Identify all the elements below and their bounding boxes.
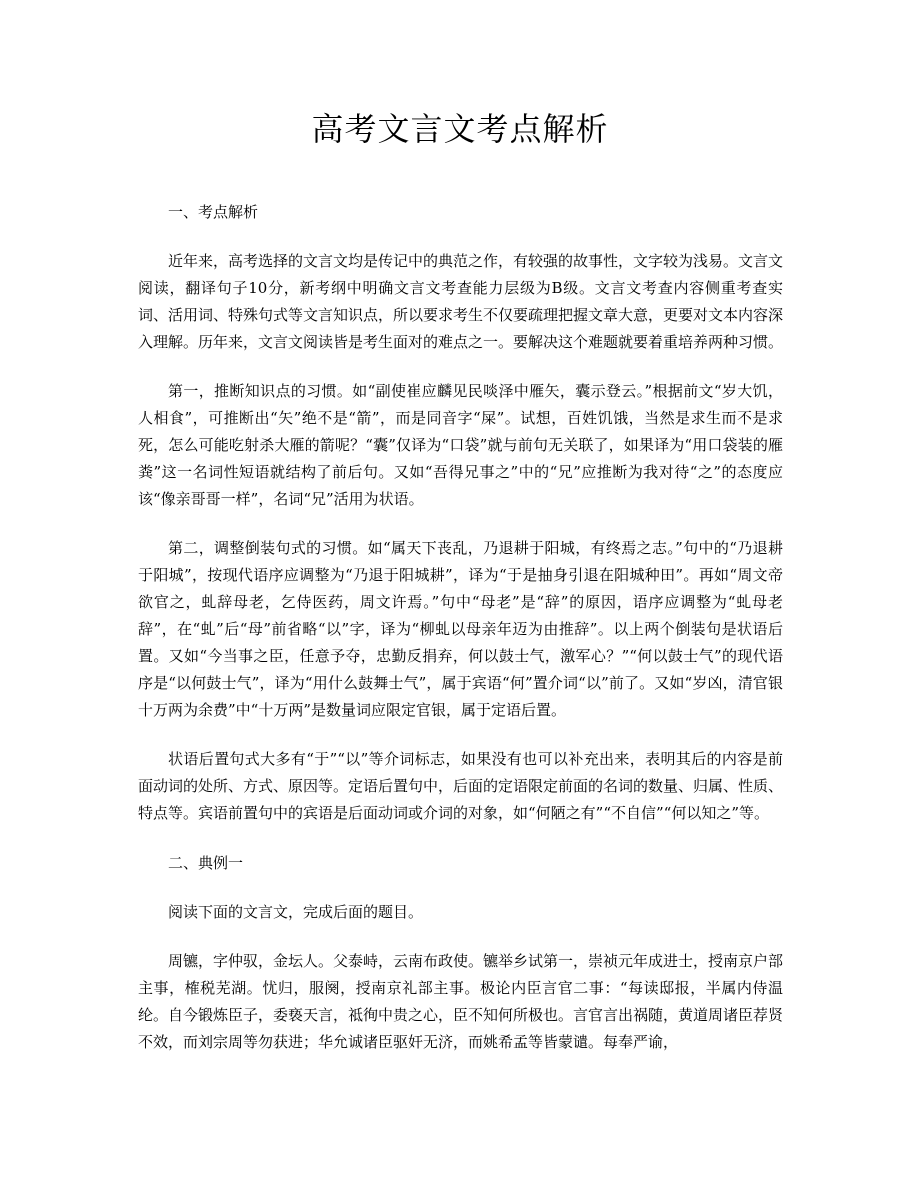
paragraph-instruction: 阅读下面的文言文，完成后面的题目。 [168,903,424,921]
paragraph-passage: 周镳，字仲驭，金坛人。父泰峙，云南布政使。镳举乡试第一，崇祯元年成进士，授南京户部主事，榷税芜湖。忧归，服阕，授南京礼部主事。极论内臣言官二事：“每读邸报，半属内侍温纶。自今锻炼臣子，委亵天言，祗徇中贵之心，臣不知何所极也。言官言出祸随，黄道周诸臣荐贤不效，而刘宗周等勿获进；华允诚诸臣驱奸无济，而姚希孟等皆蒙谴。每奉严谕， [138,952,784,1051]
paragraph-habit-1: 第一，推断知识点的习惯。如“副使崔应麟见民啖泽中雁矢，囊示登云。”根据前文“岁大饥，人相食”，可推断出“矢”绝不是“箭”，而是同音字“屎”。试想，百姓饥饿，当然是求生而不是求死，怎么可能吃射杀大雁的箭呢？“囊”仅译为“口袋”就与前句无关联了，如果译为“用口袋装的雁粪”这一名词性短语就结构了前后句。又如“吾得兄事之”中的“兄”应推断为我对待“之”的态度应该“像亲哥哥一样”，名词“兄”活用为状语。 [138,382,783,508]
section-heading-2: 二、典例一 [168,854,244,872]
paragraph-summary: 状语后置句式大多有“于”“以”等介词标志，如果没有也可以补充出来，表明其后的内容是前面动词的处所、方式、原因等。定语后置句中，后面的定语限定前面的名词的数量、归属、性质、特点等。宾语前置句中的宾语是后面动词或介词的对象，如“何陋之有”“不自信”“何以知之”等。 [138,750,784,822]
paragraph-habit-2: 第二，调整倒装句式的习惯。如“属天下丧乱，乃退耕于阳城，有终焉之志。”句中的“乃退耕于阳城”，按现代语序应调整为“乃退于阳城耕”，译为“于是抽身引退在阳城种田”。再如“周文帝欲官之，虬辞母老，乞侍医药，周文许焉。”句中“母老”是“辞”的原因，语序应调整为“虬母老辞”，在“虬”后“母”前省略“以”字，译为“柳虬以母亲年迈为由推辞”。以上两个倒装句是状语后置。又如“今当事之臣，任意予夺，忠勤反捐弃，何以鼓士气，激军心？”“何以鼓士气”的现代语序是“以何鼓士气”，译为“用什么鼓舞士气”，属于宾语“何”置介词“以”前了。又如“岁凶，清官银十万两为余费”中“十万两”是数量词应限定官银，属于定语后置。 [138,539,783,719]
document-title: 高考文言文考点解析 [311,110,609,148]
section-heading-1: 一、考点解析 [168,203,259,221]
paragraph-intro: 近年来，高考选择的文言文均是传记中的典范之作，有较强的故事性，文字较为浅易。文言文阅读，翻译句子10分，新考纲中明确文言文考查能力层级为B级。文言文考查内容侧重考查实词、活用词、特殊句式等文言知识点，所以要求考生不仅要疏理把握文章大意，更要对文本内容深入理解。历年来，文言文阅读皆是考生面对的难点之一。要解决这个难题就要着重培养两种习惯。 [138,252,784,351]
document-body [138,198,783,1078]
